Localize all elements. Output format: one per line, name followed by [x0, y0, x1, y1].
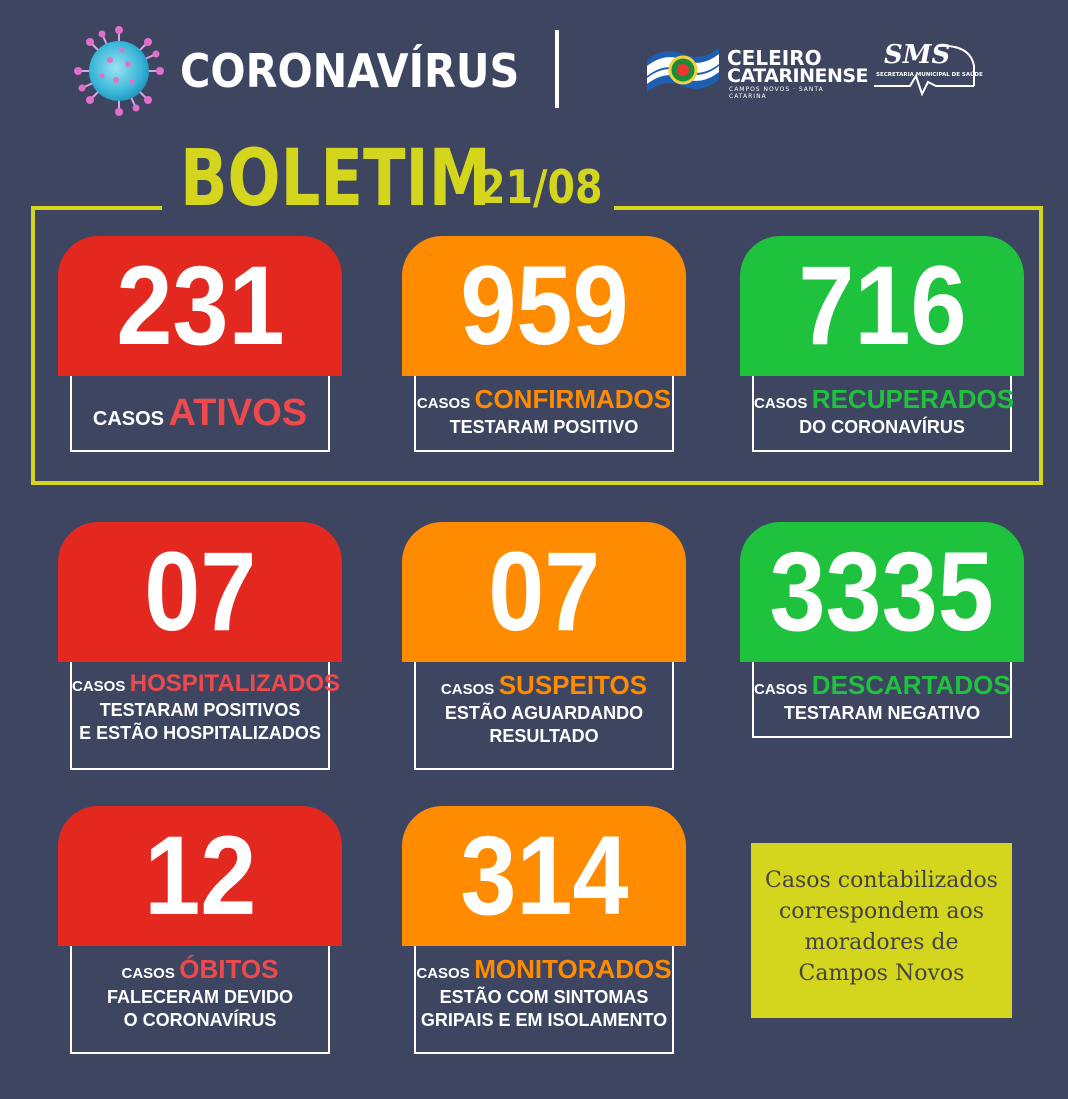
sms-logo	[870, 40, 983, 96]
sms-subtitle: SECRETARIA MUNICIPAL DE SAÚDE	[876, 72, 983, 78]
monitorados-value: 314	[459, 813, 629, 938]
obitos-line3: O CORONAVÍRUS	[123, 1010, 277, 1030]
hospitalizados-value: 07	[143, 529, 257, 654]
obitos-label: ÓBITOS	[179, 954, 279, 984]
suspeitos-line2: ESTÃO AGUARDANDO	[444, 703, 644, 723]
ativos-label: ATIVOS	[168, 392, 308, 434]
note-line4: Campos Novos	[798, 961, 965, 986]
confirmados-line2: TESTARAM POSITIVO	[449, 417, 639, 437]
hospitalizados-line2: TESTARAM POSITIVOS	[99, 700, 301, 720]
sms-text: SMS	[884, 40, 951, 70]
descartados-value: 3335	[769, 529, 995, 654]
page-title: CORONAVÍRUS	[180, 44, 520, 98]
hospitalizados-prefix: CASOS	[72, 678, 126, 695]
obitos-prefix: CASOS	[121, 965, 175, 982]
info-note	[751, 843, 1012, 1018]
monitorados-prefix: CASOS	[416, 965, 470, 982]
hospitalizados-label: HOSPITALIZADOS	[129, 670, 341, 697]
monitorados-line3: GRIPAIS E EM ISOLAMENTO	[420, 1010, 668, 1030]
suspeitos-label: SUSPEITOS	[498, 670, 648, 700]
ativos-prefix: CASOS	[92, 408, 165, 430]
suspeitos-value: 07	[487, 529, 601, 654]
boletim-date: 21/08	[478, 160, 603, 214]
confirmados-prefix: CASOS	[416, 395, 471, 412]
confirmados-value: 959	[459, 243, 629, 368]
coronavirus-icon	[72, 26, 166, 116]
logo-line1: CELEIRO	[727, 46, 822, 70]
descartados-line2: TESTARAM NEGATIVO	[783, 703, 981, 723]
monitorados-line2: ESTÃO COM SINTOMAS	[439, 987, 649, 1007]
note-line3: moradores de	[804, 930, 959, 955]
recuperados-prefix: CASOS	[754, 395, 808, 412]
recuperados-value: 716	[797, 243, 967, 368]
note-line2: correspondem aos	[778, 899, 984, 924]
note-line1: Casos contabilizados	[765, 868, 998, 893]
ativos-value: 231	[115, 243, 285, 368]
descartados-prefix: CASOS	[754, 681, 808, 698]
suspeitos-prefix: CASOS	[440, 681, 495, 698]
header	[0, 0, 1068, 140]
suspeitos-line3: RESULTADO	[489, 726, 599, 746]
logo-line2: CATARINENSE	[727, 65, 869, 87]
recuperados-label: RECUPERADOS	[811, 384, 1015, 414]
logo-line3: CAMPOS NOVOS · SANTA CATARINA	[729, 86, 824, 100]
monitorados-label: MONITORADOS	[474, 954, 672, 984]
hospitalizados-line3: E ESTÃO HOSPITALIZADOS	[79, 723, 321, 743]
flag-emblem-icon	[645, 40, 721, 98]
obitos-value: 12	[143, 813, 257, 938]
celeiro-catarinense-logo	[645, 40, 869, 100]
confirmados-label: CONFIRMADOS	[474, 384, 672, 414]
obitos-line2: FALECERAM DEVIDO	[106, 987, 293, 1007]
recuperados-line2: DO CORONAVÍRUS	[799, 417, 965, 437]
header-divider	[555, 30, 559, 108]
descartados-label: DESCARTADOS	[811, 670, 1011, 700]
boletim-heading: BOLETIM	[180, 134, 491, 224]
